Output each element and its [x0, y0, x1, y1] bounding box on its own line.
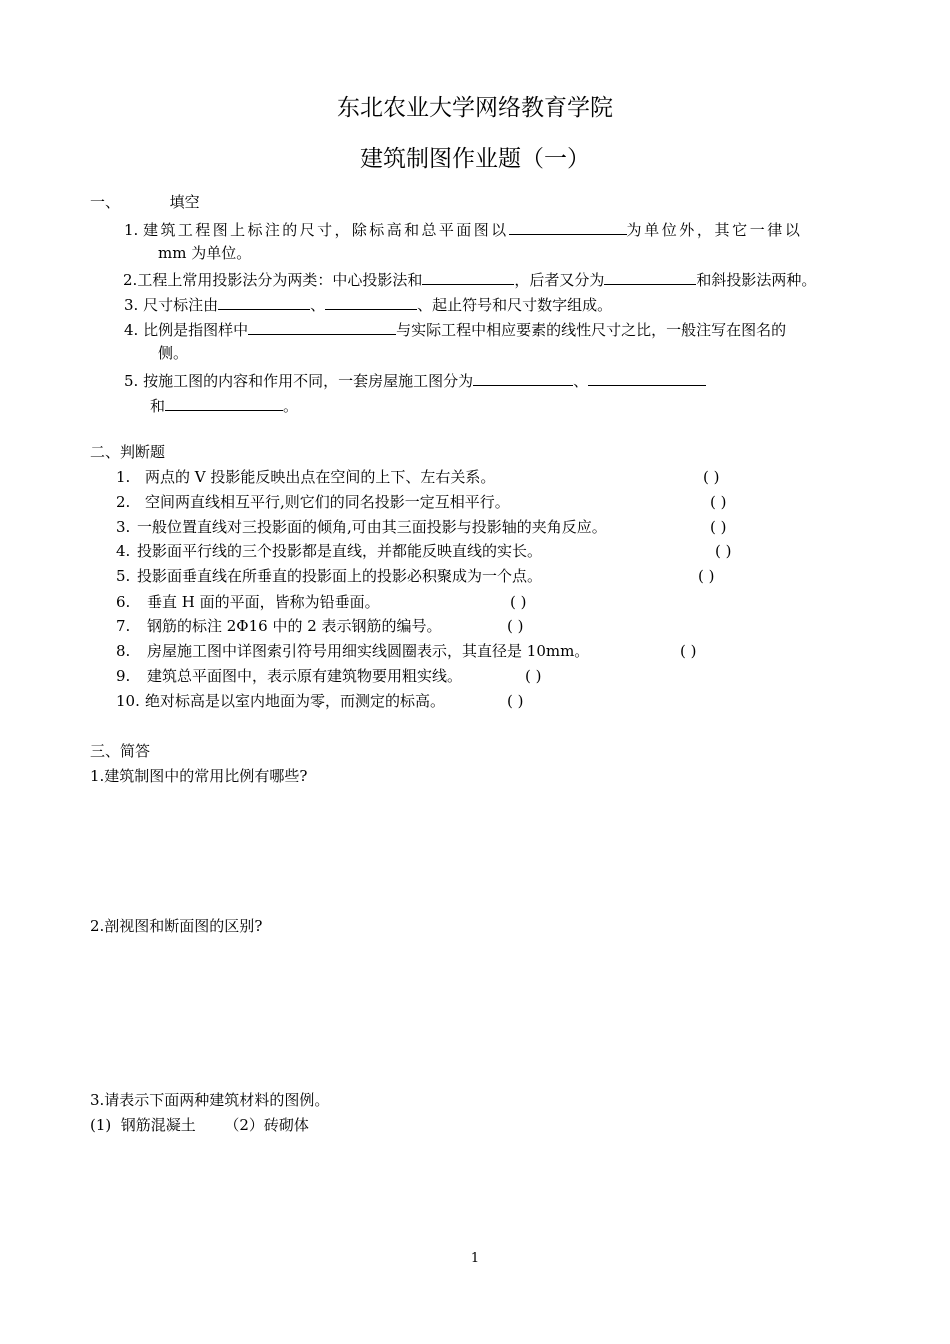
fill-q3	[124, 291, 612, 317]
item-text: 投影面垂直线在所垂直的投影面上的投影必积聚成为一个点。	[137, 567, 543, 585]
judge-item-2	[116, 490, 510, 514]
question-text: 为单位外，其它一律以	[626, 221, 803, 239]
answer-blank[interactable]	[325, 291, 417, 310]
question-text: 比例是指图样中	[143, 321, 249, 339]
item-text: 一般位置直线对三投影面的倾角,可由其三面投影与投影轴的夹角反应。	[137, 518, 607, 536]
question-number: 4.	[124, 321, 139, 339]
assignment-title: 建筑制图作业题（一）	[360, 146, 590, 172]
short-answer-q3: 3.请表示下面两种建筑材料的图例。	[90, 1091, 330, 1109]
judge-item-6	[116, 590, 380, 614]
answer-parentheses[interactable]: ( )	[710, 493, 727, 511]
item-text: 钢筋的标注 2Φ16 中的 2 表示钢筋的编号。	[147, 617, 442, 635]
judge-item-3	[116, 515, 607, 539]
answer-parentheses[interactable]: ( )	[680, 642, 697, 660]
section3-heading: 三、简答	[90, 742, 151, 760]
section1-title: 填空	[169, 193, 200, 211]
question-text: 和斜投影法两种。	[696, 271, 817, 289]
answer-parentheses[interactable]: ( )	[510, 593, 527, 611]
question-text: 与实际工程中相应要素的线性尺寸之比，一般注写在图名的	[396, 321, 787, 339]
answer-parentheses[interactable]: ( )	[698, 567, 715, 585]
section1-heading	[90, 190, 200, 214]
short-answer-q2: 2.剖视图和断面图的区别?	[90, 917, 263, 935]
question-text: 工程上常用投影法分为两类：中心投影法和	[137, 271, 423, 289]
item-text: 房屋施工图中详图索引符号用细实线圆圈表示，其直径是 10mm。	[147, 642, 590, 660]
question-text: 尺寸标注由	[143, 296, 219, 314]
fill-q1-line1	[124, 216, 803, 242]
item-number: 8.	[116, 642, 131, 660]
item-number: 7.	[116, 617, 131, 635]
question-text: 按施工图的内容和作用不同，一套房屋施工图分为	[143, 372, 474, 390]
question-number: 3.	[124, 296, 139, 314]
question-number: 2.	[123, 271, 138, 289]
judge-item-10	[116, 689, 445, 713]
answer-parentheses[interactable]: ( )	[507, 617, 524, 635]
item-text: 建筑总平面图中，表示原有建筑物要用粗实线。	[147, 667, 463, 685]
item-number: 4.	[116, 542, 131, 560]
item-text: 两点的 V 投影能反映出点在空间的上下、左右关系。	[145, 468, 496, 486]
question-text: ，后者又分为	[514, 271, 605, 289]
section2-heading: 二、判断题	[90, 443, 166, 461]
short-answer-q1: 1.建筑制图中的常用比例有哪些?	[90, 767, 308, 785]
section1-number: 一、	[90, 193, 121, 211]
answer-blank[interactable]	[588, 367, 706, 386]
answer-parentheses[interactable]: ( )	[715, 542, 732, 560]
answer-blank[interactable]	[509, 216, 627, 235]
item-text: 投影面平行线的三个投影都是直线，并都能反映直线的实长。	[137, 542, 543, 560]
judge-item-1	[116, 465, 495, 489]
fill-q5-line1	[124, 367, 706, 393]
fill-q4-line1	[124, 316, 786, 342]
answer-blank[interactable]	[165, 392, 283, 411]
answer-parentheses[interactable]: ( )	[710, 518, 727, 536]
item-number: 6.	[116, 593, 131, 611]
item-text: 空间两直线相互平行,则它们的同名投影一定互相平行。	[145, 493, 510, 511]
question-text: 和	[150, 397, 166, 415]
answer-parentheses[interactable]: ( )	[525, 667, 542, 685]
judge-item-8	[116, 639, 589, 663]
item-number: 2.	[116, 493, 131, 511]
question-number: 5.	[124, 372, 139, 390]
item-number: 9.	[116, 667, 131, 685]
answer-blank[interactable]	[473, 367, 573, 386]
item-text: 绝对标高是以室内地面为零，而测定的标高。	[145, 692, 446, 710]
page-number: 1	[470, 1251, 480, 1266]
short-answer-q3-options: (1) 钢筋混凝土 （2）砖砌体	[90, 1116, 309, 1134]
answer-blank[interactable]	[422, 266, 514, 285]
question-number: 1.	[124, 221, 139, 239]
answer-blank[interactable]	[218, 291, 310, 310]
question-text: 、起止符号和尺寸数字组成。	[417, 296, 613, 314]
item-number: 5.	[116, 567, 131, 585]
answer-parentheses[interactable]: ( )	[507, 692, 524, 710]
item-number: 1.	[116, 468, 131, 486]
item-number: 10.	[116, 692, 140, 710]
answer-blank[interactable]	[604, 266, 696, 285]
period: 。	[283, 397, 299, 415]
judge-item-7	[116, 614, 442, 638]
judge-item-4	[116, 539, 542, 563]
item-number: 3.	[116, 518, 131, 536]
judge-item-9	[116, 664, 462, 688]
answer-parentheses[interactable]: ( )	[703, 468, 720, 486]
fill-q5-line2	[150, 392, 298, 418]
institution-title: 东北农业大学网络教育学院	[337, 95, 613, 121]
question-text: 建筑工程图上标注的尺寸，除标高和总平面图以	[143, 221, 509, 239]
answer-blank[interactable]	[248, 316, 396, 335]
separator: 、	[573, 372, 589, 390]
separator: 、	[310, 296, 326, 314]
fill-q1-line2: mm 为单位。	[158, 244, 252, 262]
item-text: 垂直 H 面的平面，皆称为铅垂面。	[147, 593, 380, 611]
judge-item-5	[116, 564, 542, 588]
fill-q2	[123, 266, 816, 292]
fill-q4-line2: 侧。	[158, 344, 189, 362]
